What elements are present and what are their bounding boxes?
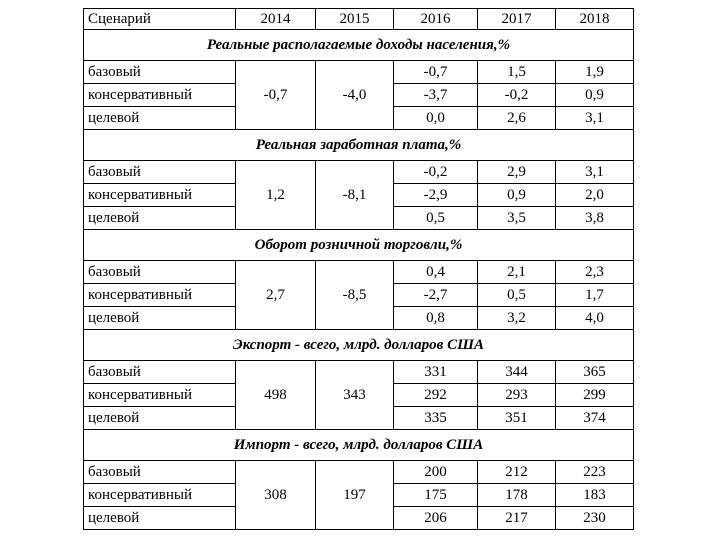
cell-2017: 1,5	[478, 61, 556, 84]
cell-2016: 206	[394, 507, 478, 530]
cell-2017: 3,2	[478, 307, 556, 330]
cell-2017: 0,9	[478, 184, 556, 207]
scenario-label: консервативный	[84, 284, 236, 307]
section-title-retail-turnover: Оборот розничной торговли,%	[84, 230, 634, 261]
cell-2018: 2,3	[556, 261, 634, 284]
scenario-label: базовый	[84, 261, 236, 284]
section-title-real-wages: Реальная заработная плата,%	[84, 130, 634, 161]
cell-2017: 351	[478, 407, 556, 430]
cell-2015: -8,5	[316, 261, 394, 330]
cell-2018: 1,7	[556, 284, 634, 307]
scenario-label: целевой	[84, 407, 236, 430]
cell-2017: 2,9	[478, 161, 556, 184]
cell-2018: 4,0	[556, 307, 634, 330]
table-row	[84, 61, 634, 84]
cell-2017: 178	[478, 484, 556, 507]
scenario-forecast-table	[83, 8, 634, 530]
scenario-label: консервативный	[84, 184, 236, 207]
section-title-real-income: Реальные располагаемые доходы населения,%	[84, 30, 634, 61]
cell-2017: 2,1	[478, 261, 556, 284]
cell-2016: 335	[394, 407, 478, 430]
table-row	[84, 461, 634, 484]
cell-2017: 217	[478, 507, 556, 530]
cell-2016: -3,7	[394, 84, 478, 107]
header-year-2015: 2015	[316, 9, 394, 30]
cell-2014: 1,2	[236, 161, 316, 230]
cell-2016: 0,0	[394, 107, 478, 130]
cell-2018: 1,9	[556, 61, 634, 84]
cell-2016: -2,7	[394, 284, 478, 307]
cell-2016: 0,8	[394, 307, 478, 330]
cell-2018: 3,1	[556, 107, 634, 130]
cell-2018: 3,8	[556, 207, 634, 230]
header-row	[84, 9, 634, 30]
scenario-label: базовый	[84, 161, 236, 184]
section-title-row-retail-turnover	[84, 230, 634, 261]
header-year-2017: 2017	[478, 9, 556, 30]
section-title-row-real-income	[84, 30, 634, 61]
cell-2018: 365	[556, 361, 634, 384]
cell-2018: 299	[556, 384, 634, 407]
scenario-label: целевой	[84, 207, 236, 230]
table-row	[84, 261, 634, 284]
table-row	[84, 361, 634, 384]
cell-2018: 223	[556, 461, 634, 484]
cell-2016: 175	[394, 484, 478, 507]
cell-2016: -0,7	[394, 61, 478, 84]
section-title-exports: Экспорт - всего, млрд. долларов США	[84, 330, 634, 361]
cell-2017: 344	[478, 361, 556, 384]
cell-2017: 0,5	[478, 284, 556, 307]
scenario-label: консервативный	[84, 384, 236, 407]
table-row	[84, 161, 634, 184]
cell-2018: 2,0	[556, 184, 634, 207]
cell-2016: 292	[394, 384, 478, 407]
cell-2018: 3,1	[556, 161, 634, 184]
cell-2018: 230	[556, 507, 634, 530]
scenario-label: целевой	[84, 307, 236, 330]
header-year-2018: 2018	[556, 9, 634, 30]
table-body	[84, 9, 634, 530]
cell-2014: 498	[236, 361, 316, 430]
section-title-row-exports	[84, 330, 634, 361]
section-title-imports: Импорт - всего, млрд. долларов США	[84, 430, 634, 461]
cell-2018: 183	[556, 484, 634, 507]
cell-2018: 374	[556, 407, 634, 430]
cell-2017: 212	[478, 461, 556, 484]
scenario-label: консервативный	[84, 484, 236, 507]
cell-2018: 0,9	[556, 84, 634, 107]
cell-2014: -0,7	[236, 61, 316, 130]
scenario-label: базовый	[84, 361, 236, 384]
section-title-row-imports	[84, 430, 634, 461]
cell-2015: -8,1	[316, 161, 394, 230]
scenario-label: консервативный	[84, 84, 236, 107]
cell-2015: -4,0	[316, 61, 394, 130]
cell-2016: -0,2	[394, 161, 478, 184]
cell-2017: 3,5	[478, 207, 556, 230]
cell-2016: 0,4	[394, 261, 478, 284]
cell-2016: 0,5	[394, 207, 478, 230]
cell-2015: 197	[316, 461, 394, 530]
header-year-2014: 2014	[236, 9, 316, 30]
scenario-label: целевой	[84, 507, 236, 530]
cell-2016: 200	[394, 461, 478, 484]
section-title-row-real-wages	[84, 130, 634, 161]
cell-2017: 2,6	[478, 107, 556, 130]
scenario-label: базовый	[84, 61, 236, 84]
header-year-2016: 2016	[394, 9, 478, 30]
scenario-label: базовый	[84, 461, 236, 484]
cell-2017: -0,2	[478, 84, 556, 107]
cell-2016: 331	[394, 361, 478, 384]
cell-2014: 308	[236, 461, 316, 530]
scenario-label: целевой	[84, 107, 236, 130]
cell-2014: 2,7	[236, 261, 316, 330]
cell-2015: 343	[316, 361, 394, 430]
cell-2016: -2,9	[394, 184, 478, 207]
header-scenario: Сценарий	[84, 9, 236, 30]
cell-2017: 293	[478, 384, 556, 407]
